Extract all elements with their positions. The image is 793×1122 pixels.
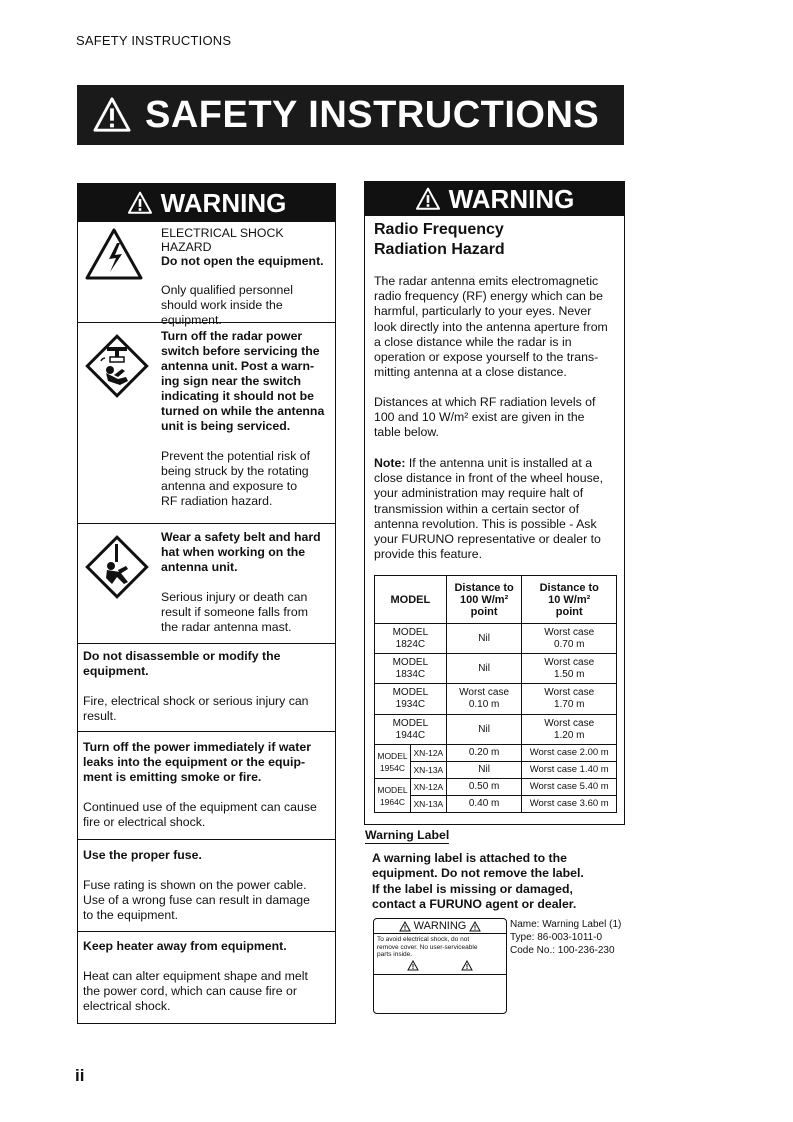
d10-cell: Worst case 1.50 m bbox=[522, 654, 617, 684]
fuse-body-line: Use of a wrong fuse can result in damage bbox=[83, 893, 310, 907]
note-label: Note: bbox=[374, 456, 406, 470]
belt-body-line: Serious injury or death can bbox=[161, 590, 308, 604]
sticker-text: To avoid electrical shock, do not remove cover. No user-serviceable parts inside. bbox=[374, 933, 506, 959]
rf-para-line: a close distance while the radar is in bbox=[374, 334, 572, 349]
d10-cell: Worst case 1.20 m bbox=[522, 715, 617, 745]
water-leak-section bbox=[78, 732, 335, 840]
shock-body-line: should work inside the bbox=[161, 298, 283, 312]
running-header: SAFETY INSTRUCTIONS bbox=[76, 33, 232, 48]
heater-section bbox=[78, 932, 335, 1022]
heater-body-line: electrical shock. bbox=[83, 999, 171, 1013]
rf-para-line: operation or expose yourself to the trans- bbox=[374, 350, 599, 365]
antenna-cell: XN-12A bbox=[410, 779, 446, 796]
warning-triangle-icon bbox=[469, 921, 481, 932]
rf-note bbox=[374, 456, 618, 562]
note-line: antenna revolution. This is possible - Ask bbox=[374, 516, 597, 531]
rf-title-line: Radio Frequency bbox=[374, 221, 504, 238]
label-name: Name: Warning Label (1) bbox=[510, 919, 622, 930]
d100-cell: 0.20 m bbox=[446, 745, 522, 762]
fuse-title: Use the proper fuse. bbox=[83, 848, 202, 862]
belt-body-line: the radar antenna mast. bbox=[161, 620, 292, 634]
disassemble-title-line: Do not disassemble or modify the bbox=[83, 649, 281, 663]
power-off-title-line: Turn off the radar power bbox=[161, 329, 303, 343]
d100-cell: 0.50 m bbox=[446, 779, 522, 796]
electric-shock-icon bbox=[84, 227, 144, 282]
water-leak-title-line: ment is emitting smoke or fire. bbox=[83, 770, 262, 784]
table-row bbox=[375, 796, 617, 813]
d10-cell: Worst case 1.40 m bbox=[522, 762, 617, 779]
power-off-title-line: ing sign near the switch bbox=[161, 374, 302, 388]
rf-para-line: table below. bbox=[374, 425, 439, 440]
table-row bbox=[375, 745, 617, 762]
warning-header bbox=[365, 182, 624, 216]
safety-belt-section bbox=[78, 524, 335, 644]
antenna-cell: XN-13A bbox=[410, 796, 446, 813]
note-line: close distance in front of the wheel house, bbox=[374, 471, 603, 486]
warning-triangle-icon bbox=[93, 96, 131, 134]
water-leak-body-line: Continued use of the equipment can cause bbox=[83, 800, 317, 814]
note-line: your administration may require halt of bbox=[374, 486, 584, 501]
warning-header bbox=[78, 184, 335, 222]
water-leak-body-line: fire or electrical shock. bbox=[83, 815, 206, 829]
table-row bbox=[375, 654, 617, 684]
d10-cell: Worst case 1.70 m bbox=[522, 684, 617, 715]
note-line: provide this feature. bbox=[374, 547, 483, 562]
d100-cell: Nil bbox=[446, 654, 522, 684]
power-off-title-line: switch before servicing the bbox=[161, 344, 320, 358]
right-warning-box bbox=[364, 181, 625, 825]
rf-para-line: mitting antenna at a close distance. bbox=[374, 365, 567, 380]
shock-hazard-section bbox=[78, 222, 335, 327]
belt-body-line: result if someone falls from bbox=[161, 605, 308, 619]
power-off-body-line: RF radiation hazard. bbox=[161, 494, 273, 508]
table-row bbox=[375, 762, 617, 779]
rotating-antenna-hazard-icon bbox=[84, 333, 150, 399]
disassemble-body-line: result. bbox=[83, 709, 117, 723]
fuse-body-line: Fuse rating is shown on the power cable. bbox=[83, 878, 307, 892]
label-type: Type: 86-003-1011-0 bbox=[510, 932, 603, 943]
rf-distance-table bbox=[374, 575, 617, 813]
disassemble-body-line: Fire, electrical shock or serious injury can bbox=[83, 694, 309, 708]
power-off-title-line: turned on while the antenna bbox=[161, 404, 325, 418]
rf-para-line: 100 and 10 W/m² exist are given in the bbox=[374, 410, 585, 425]
disassemble-title-line: equipment. bbox=[83, 664, 149, 678]
rf-hazard-title bbox=[374, 220, 505, 260]
power-off-body-line: Prevent the potential risk of bbox=[161, 449, 311, 463]
d10-cell: Worst case 0.70 m bbox=[522, 624, 617, 654]
note-line: transmission within a certain sector of bbox=[374, 501, 580, 516]
warning-label-line: If the label is missing or damaged, bbox=[372, 881, 573, 896]
rf-title-line: Radiation Hazard bbox=[374, 241, 505, 258]
shock-body-line: Only qualified personnel bbox=[161, 283, 293, 297]
d100-cell: Nil bbox=[446, 715, 522, 745]
power-off-title-line: indicating it should not be bbox=[161, 389, 315, 403]
header-d100: Distance to 100 W/m² point bbox=[446, 576, 522, 624]
power-off-body-line: being struck by the rotating bbox=[161, 464, 309, 478]
rf-para-line: The radar antenna emits electromagnetic bbox=[374, 274, 599, 288]
belt-title-line: hat when working on the bbox=[161, 545, 306, 559]
d10-cell: Worst case 2.00 m bbox=[522, 745, 617, 762]
belt-title-line: antenna unit. bbox=[161, 560, 238, 574]
d10-cell: Worst case 3.60 m bbox=[522, 796, 617, 813]
antenna-cell: XN-12A bbox=[410, 745, 446, 762]
sticker-divider bbox=[374, 974, 506, 975]
d100-cell: 0.40 m bbox=[446, 796, 522, 813]
warning-triangle-icon bbox=[461, 960, 473, 971]
warning-triangle-icon bbox=[399, 921, 411, 932]
model-cell: MODEL 1954C bbox=[375, 745, 411, 779]
rf-para-line: Distances at which RF radiation levels of bbox=[374, 395, 596, 409]
disassemble-section bbox=[78, 644, 335, 732]
water-leak-title-line: Turn off the power immediately if water bbox=[83, 740, 311, 754]
heater-body-line: Heat can alter equipment shape and melt bbox=[83, 969, 308, 983]
table-row bbox=[375, 684, 617, 715]
fuse-body-line: to the equipment. bbox=[83, 908, 179, 922]
warning-label-line: equipment. Do not remove the label. bbox=[372, 866, 584, 881]
rf-paragraph-2 bbox=[374, 395, 618, 441]
header-model: MODEL bbox=[375, 576, 447, 624]
label-code: Code No.: 100-236-230 bbox=[510, 945, 615, 956]
sticker-header bbox=[374, 920, 506, 932]
power-off-title-line: antenna unit. Post a warn- bbox=[161, 359, 315, 373]
fall-hazard-icon bbox=[84, 534, 150, 600]
warning-label-line: contact a FURUNO agent or dealer. bbox=[372, 897, 577, 912]
shock-subtitle: Do not open the equipment. bbox=[161, 254, 324, 268]
label-info bbox=[510, 918, 621, 957]
d100-cell: Nil bbox=[446, 762, 522, 779]
model-cell: MODEL 1964C bbox=[375, 779, 411, 813]
shock-body-line: equipment. bbox=[161, 313, 222, 327]
water-leak-title-line: leaks into the equipment or the equip- bbox=[83, 755, 306, 769]
heater-title: Keep heater away from equipment. bbox=[83, 939, 287, 953]
table-row bbox=[375, 715, 617, 745]
header-d10: Distance to 10 W/m² point bbox=[522, 576, 617, 624]
model-cell: MODEL 1944C bbox=[375, 715, 447, 745]
belt-title-line: Wear a safety belt and hard bbox=[161, 530, 321, 544]
fuse-section bbox=[78, 840, 335, 932]
model-cell: MODEL 1834C bbox=[375, 654, 447, 684]
note-line: your FURUNO representative or dealer to bbox=[374, 532, 601, 547]
warning-sticker bbox=[373, 918, 507, 1014]
page-number: ii bbox=[75, 1066, 85, 1085]
sticker-heading: WARNING bbox=[413, 920, 467, 932]
d100-cell: Worst case 0.10 m bbox=[446, 684, 522, 715]
warning-heading: WARNING bbox=[160, 187, 287, 218]
d100-cell: Nil bbox=[446, 624, 522, 654]
rf-paragraph-1 bbox=[374, 274, 618, 380]
note-line: If the antenna unit is installed at a bbox=[405, 456, 593, 470]
rf-para-line: harmful, particularly to your eyes. Never bbox=[374, 304, 592, 319]
model-cell: MODEL 1824C bbox=[375, 624, 447, 654]
warning-label-title: Warning Label bbox=[365, 828, 450, 842]
model-cell: MODEL 1934C bbox=[375, 684, 447, 715]
title-banner bbox=[77, 85, 624, 145]
power-off-title-line: unit is being serviced. bbox=[161, 419, 291, 433]
warning-label-text bbox=[372, 851, 612, 913]
power-off-body-line: antenna and exposure to bbox=[161, 479, 298, 493]
left-warning-box bbox=[77, 183, 336, 1024]
warning-triangle-icon bbox=[407, 960, 419, 971]
sticker-icons bbox=[374, 960, 506, 971]
warning-label-line: A warning label is attached to the bbox=[372, 851, 567, 865]
rf-para-line: radio frequency (RF) energy which can be bbox=[374, 289, 603, 304]
table-row bbox=[375, 624, 617, 654]
heater-body-line: the power cord, which can cause fire or bbox=[83, 984, 297, 998]
antenna-cell: XN-13A bbox=[410, 762, 446, 779]
table-header-row bbox=[375, 576, 617, 624]
table-row bbox=[375, 779, 617, 796]
warning-heading: WARNING bbox=[448, 183, 575, 214]
rf-para-line: look directly into the antenna aperture from bbox=[374, 319, 608, 334]
warning-triangle-icon bbox=[127, 190, 153, 216]
d10-cell: Worst case 5.40 m bbox=[522, 779, 617, 796]
power-off-section bbox=[78, 323, 335, 524]
banner-title: SAFETY INSTRUCTIONS bbox=[145, 93, 600, 136]
warning-triangle-icon bbox=[415, 186, 441, 212]
shock-title: ELECTRICAL SHOCK HAZARD bbox=[161, 226, 284, 254]
